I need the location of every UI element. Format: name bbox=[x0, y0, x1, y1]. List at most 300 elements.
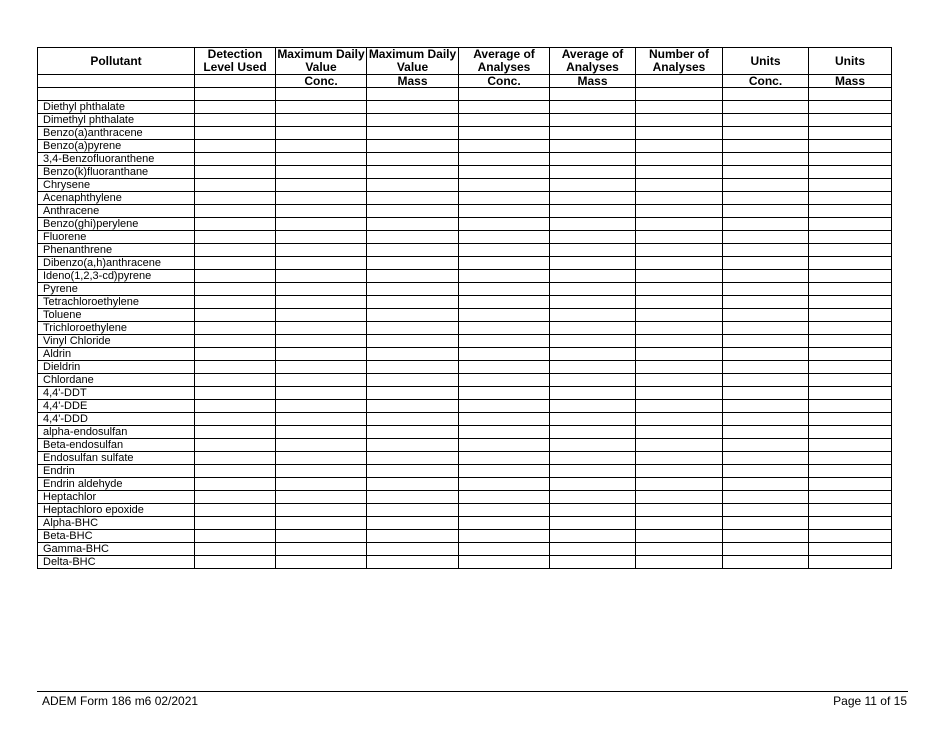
input-cell[interactable] bbox=[723, 556, 809, 569]
input-cell[interactable] bbox=[723, 322, 809, 335]
input-cell[interactable] bbox=[459, 179, 550, 192]
input-cell[interactable] bbox=[723, 413, 809, 426]
input-cell[interactable] bbox=[550, 400, 636, 413]
input-cell[interactable] bbox=[550, 556, 636, 569]
input-cell[interactable] bbox=[636, 205, 723, 218]
input-cell[interactable] bbox=[636, 192, 723, 205]
input-cell[interactable] bbox=[195, 478, 276, 491]
input-cell[interactable] bbox=[276, 127, 367, 140]
input-cell[interactable] bbox=[276, 205, 367, 218]
input-cell[interactable] bbox=[459, 166, 550, 179]
input-cell[interactable] bbox=[636, 439, 723, 452]
input-cell[interactable] bbox=[809, 426, 892, 439]
input-cell[interactable] bbox=[636, 491, 723, 504]
input-cell[interactable] bbox=[809, 361, 892, 374]
input-cell[interactable] bbox=[636, 114, 723, 127]
input-cell[interactable] bbox=[550, 491, 636, 504]
input-cell[interactable] bbox=[809, 257, 892, 270]
input-cell[interactable] bbox=[723, 231, 809, 244]
input-cell[interactable] bbox=[276, 400, 367, 413]
input-cell[interactable] bbox=[723, 192, 809, 205]
input-cell[interactable] bbox=[195, 361, 276, 374]
input-cell[interactable] bbox=[276, 283, 367, 296]
input-cell[interactable] bbox=[367, 413, 459, 426]
input-cell[interactable] bbox=[723, 426, 809, 439]
input-cell[interactable] bbox=[367, 491, 459, 504]
input-cell[interactable] bbox=[367, 231, 459, 244]
input-cell[interactable] bbox=[550, 465, 636, 478]
input-cell[interactable] bbox=[550, 413, 636, 426]
input-cell[interactable] bbox=[550, 257, 636, 270]
input-cell[interactable] bbox=[723, 504, 809, 517]
input-cell[interactable] bbox=[809, 88, 892, 101]
input-cell[interactable] bbox=[809, 101, 892, 114]
input-cell[interactable] bbox=[195, 231, 276, 244]
input-cell[interactable] bbox=[276, 413, 367, 426]
input-cell[interactable] bbox=[195, 491, 276, 504]
input-cell[interactable] bbox=[636, 335, 723, 348]
input-cell[interactable] bbox=[636, 270, 723, 283]
input-cell[interactable] bbox=[809, 400, 892, 413]
input-cell[interactable] bbox=[367, 179, 459, 192]
input-cell[interactable] bbox=[636, 88, 723, 101]
input-cell[interactable] bbox=[636, 426, 723, 439]
input-cell[interactable] bbox=[809, 153, 892, 166]
input-cell[interactable] bbox=[636, 153, 723, 166]
input-cell[interactable] bbox=[195, 543, 276, 556]
input-cell[interactable] bbox=[367, 400, 459, 413]
input-cell[interactable] bbox=[636, 387, 723, 400]
input-cell[interactable] bbox=[636, 179, 723, 192]
input-cell[interactable] bbox=[809, 296, 892, 309]
input-cell[interactable] bbox=[367, 257, 459, 270]
input-cell[interactable] bbox=[809, 335, 892, 348]
input-cell[interactable] bbox=[550, 88, 636, 101]
input-cell[interactable] bbox=[459, 153, 550, 166]
input-cell[interactable] bbox=[195, 101, 276, 114]
input-cell[interactable] bbox=[276, 491, 367, 504]
input-cell[interactable] bbox=[195, 114, 276, 127]
input-cell[interactable] bbox=[459, 218, 550, 231]
input-cell[interactable] bbox=[809, 309, 892, 322]
input-cell[interactable] bbox=[636, 309, 723, 322]
input-cell[interactable] bbox=[636, 348, 723, 361]
input-cell[interactable] bbox=[367, 348, 459, 361]
input-cell[interactable] bbox=[459, 205, 550, 218]
input-cell[interactable] bbox=[459, 296, 550, 309]
input-cell[interactable] bbox=[276, 244, 367, 257]
input-cell[interactable] bbox=[809, 270, 892, 283]
input-cell[interactable] bbox=[723, 88, 809, 101]
input-cell[interactable] bbox=[809, 348, 892, 361]
input-cell[interactable] bbox=[550, 283, 636, 296]
input-cell[interactable] bbox=[195, 530, 276, 543]
input-cell[interactable] bbox=[367, 543, 459, 556]
input-cell[interactable] bbox=[459, 114, 550, 127]
input-cell[interactable] bbox=[550, 101, 636, 114]
input-cell[interactable] bbox=[809, 192, 892, 205]
input-cell[interactable] bbox=[367, 244, 459, 257]
input-cell[interactable] bbox=[367, 387, 459, 400]
input-cell[interactable] bbox=[195, 556, 276, 569]
input-cell[interactable] bbox=[723, 218, 809, 231]
input-cell[interactable] bbox=[723, 400, 809, 413]
input-cell[interactable] bbox=[367, 218, 459, 231]
input-cell[interactable] bbox=[276, 439, 367, 452]
input-cell[interactable] bbox=[809, 387, 892, 400]
input-cell[interactable] bbox=[636, 452, 723, 465]
input-cell[interactable] bbox=[367, 556, 459, 569]
input-cell[interactable] bbox=[550, 335, 636, 348]
input-cell[interactable] bbox=[809, 465, 892, 478]
input-cell[interactable] bbox=[723, 465, 809, 478]
input-cell[interactable] bbox=[276, 114, 367, 127]
input-cell[interactable] bbox=[195, 270, 276, 283]
input-cell[interactable] bbox=[550, 322, 636, 335]
input-cell[interactable] bbox=[550, 179, 636, 192]
input-cell[interactable] bbox=[636, 413, 723, 426]
input-cell[interactable] bbox=[550, 140, 636, 153]
input-cell[interactable] bbox=[636, 127, 723, 140]
input-cell[interactable] bbox=[367, 270, 459, 283]
input-cell[interactable] bbox=[550, 270, 636, 283]
input-cell[interactable] bbox=[550, 478, 636, 491]
input-cell[interactable] bbox=[550, 114, 636, 127]
input-cell[interactable] bbox=[276, 140, 367, 153]
input-cell[interactable] bbox=[276, 543, 367, 556]
input-cell[interactable] bbox=[276, 387, 367, 400]
input-cell[interactable] bbox=[195, 166, 276, 179]
input-cell[interactable] bbox=[367, 335, 459, 348]
input-cell[interactable] bbox=[550, 192, 636, 205]
input-cell[interactable] bbox=[367, 361, 459, 374]
input-cell[interactable] bbox=[723, 530, 809, 543]
input-cell[interactable] bbox=[809, 283, 892, 296]
input-cell[interactable] bbox=[276, 88, 367, 101]
input-cell[interactable] bbox=[459, 439, 550, 452]
input-cell[interactable] bbox=[550, 166, 636, 179]
input-cell[interactable] bbox=[636, 322, 723, 335]
input-cell[interactable] bbox=[459, 543, 550, 556]
input-cell[interactable] bbox=[723, 517, 809, 530]
input-cell[interactable] bbox=[809, 218, 892, 231]
input-cell[interactable] bbox=[723, 387, 809, 400]
input-cell[interactable] bbox=[459, 556, 550, 569]
input-cell[interactable] bbox=[459, 257, 550, 270]
input-cell[interactable] bbox=[809, 114, 892, 127]
input-cell[interactable] bbox=[723, 283, 809, 296]
input-cell[interactable] bbox=[195, 439, 276, 452]
input-cell[interactable] bbox=[459, 270, 550, 283]
input-cell[interactable] bbox=[276, 504, 367, 517]
input-cell[interactable] bbox=[459, 140, 550, 153]
input-cell[interactable] bbox=[276, 153, 367, 166]
input-cell[interactable] bbox=[636, 231, 723, 244]
input-cell[interactable] bbox=[459, 335, 550, 348]
input-cell[interactable] bbox=[367, 88, 459, 101]
input-cell[interactable] bbox=[276, 179, 367, 192]
input-cell[interactable] bbox=[636, 283, 723, 296]
input-cell[interactable] bbox=[38, 88, 195, 101]
input-cell[interactable] bbox=[636, 478, 723, 491]
input-cell[interactable] bbox=[550, 543, 636, 556]
input-cell[interactable] bbox=[809, 140, 892, 153]
input-cell[interactable] bbox=[276, 101, 367, 114]
input-cell[interactable] bbox=[367, 296, 459, 309]
input-cell[interactable] bbox=[195, 153, 276, 166]
input-cell[interactable] bbox=[550, 244, 636, 257]
input-cell[interactable] bbox=[636, 244, 723, 257]
input-cell[interactable] bbox=[195, 205, 276, 218]
input-cell[interactable] bbox=[723, 335, 809, 348]
input-cell[interactable] bbox=[723, 244, 809, 257]
input-cell[interactable] bbox=[276, 231, 367, 244]
input-cell[interactable] bbox=[195, 322, 276, 335]
input-cell[interactable] bbox=[550, 387, 636, 400]
input-cell[interactable] bbox=[723, 491, 809, 504]
input-cell[interactable] bbox=[550, 426, 636, 439]
input-cell[interactable] bbox=[550, 439, 636, 452]
input-cell[interactable] bbox=[636, 101, 723, 114]
input-cell[interactable] bbox=[723, 179, 809, 192]
input-cell[interactable] bbox=[459, 387, 550, 400]
input-cell[interactable] bbox=[195, 218, 276, 231]
input-cell[interactable] bbox=[723, 114, 809, 127]
input-cell[interactable] bbox=[809, 478, 892, 491]
input-cell[interactable] bbox=[367, 452, 459, 465]
input-cell[interactable] bbox=[550, 504, 636, 517]
input-cell[interactable] bbox=[459, 504, 550, 517]
input-cell[interactable] bbox=[723, 478, 809, 491]
input-cell[interactable] bbox=[195, 192, 276, 205]
input-cell[interactable] bbox=[636, 543, 723, 556]
input-cell[interactable] bbox=[276, 348, 367, 361]
input-cell[interactable] bbox=[459, 283, 550, 296]
input-cell[interactable] bbox=[809, 556, 892, 569]
input-cell[interactable] bbox=[809, 205, 892, 218]
input-cell[interactable] bbox=[459, 465, 550, 478]
input-cell[interactable] bbox=[367, 153, 459, 166]
input-cell[interactable] bbox=[550, 309, 636, 322]
input-cell[interactable] bbox=[367, 439, 459, 452]
input-cell[interactable] bbox=[195, 244, 276, 257]
input-cell[interactable] bbox=[459, 413, 550, 426]
input-cell[interactable] bbox=[367, 465, 459, 478]
input-cell[interactable] bbox=[459, 322, 550, 335]
input-cell[interactable] bbox=[636, 400, 723, 413]
input-cell[interactable] bbox=[550, 374, 636, 387]
input-cell[interactable] bbox=[367, 322, 459, 335]
input-cell[interactable] bbox=[459, 452, 550, 465]
input-cell[interactable] bbox=[195, 88, 276, 101]
input-cell[interactable] bbox=[276, 192, 367, 205]
input-cell[interactable] bbox=[195, 348, 276, 361]
input-cell[interactable] bbox=[459, 127, 550, 140]
input-cell[interactable] bbox=[276, 166, 367, 179]
input-cell[interactable] bbox=[636, 296, 723, 309]
input-cell[interactable] bbox=[809, 504, 892, 517]
input-cell[interactable] bbox=[367, 374, 459, 387]
input-cell[interactable] bbox=[195, 127, 276, 140]
input-cell[interactable] bbox=[367, 114, 459, 127]
input-cell[interactable] bbox=[550, 218, 636, 231]
input-cell[interactable] bbox=[809, 127, 892, 140]
input-cell[interactable] bbox=[276, 530, 367, 543]
input-cell[interactable] bbox=[367, 205, 459, 218]
input-cell[interactable] bbox=[636, 361, 723, 374]
input-cell[interactable] bbox=[195, 140, 276, 153]
input-cell[interactable] bbox=[636, 257, 723, 270]
table-row bbox=[38, 504, 892, 517]
input-cell[interactable] bbox=[723, 257, 809, 270]
input-cell[interactable] bbox=[723, 309, 809, 322]
input-cell[interactable] bbox=[276, 426, 367, 439]
input-cell[interactable] bbox=[459, 530, 550, 543]
input-cell[interactable] bbox=[459, 192, 550, 205]
input-cell[interactable] bbox=[367, 166, 459, 179]
pollutant-name: Anthracene bbox=[38, 205, 195, 218]
input-cell[interactable] bbox=[809, 543, 892, 556]
input-cell[interactable] bbox=[195, 309, 276, 322]
input-cell[interactable] bbox=[809, 517, 892, 530]
input-cell[interactable] bbox=[195, 400, 276, 413]
input-cell[interactable] bbox=[636, 556, 723, 569]
input-cell[interactable] bbox=[550, 348, 636, 361]
input-cell[interactable] bbox=[723, 452, 809, 465]
input-cell[interactable] bbox=[459, 517, 550, 530]
input-cell[interactable] bbox=[809, 439, 892, 452]
input-cell[interactable] bbox=[636, 504, 723, 517]
input-cell[interactable] bbox=[367, 140, 459, 153]
input-cell[interactable] bbox=[195, 504, 276, 517]
input-cell[interactable] bbox=[276, 322, 367, 335]
input-cell[interactable] bbox=[809, 166, 892, 179]
input-cell[interactable] bbox=[636, 530, 723, 543]
input-cell[interactable] bbox=[367, 478, 459, 491]
input-cell[interactable] bbox=[636, 218, 723, 231]
input-cell[interactable] bbox=[367, 309, 459, 322]
input-cell[interactable] bbox=[276, 556, 367, 569]
input-cell[interactable] bbox=[550, 530, 636, 543]
input-cell[interactable] bbox=[809, 244, 892, 257]
input-cell[interactable] bbox=[459, 491, 550, 504]
input-cell[interactable] bbox=[459, 426, 550, 439]
input-cell[interactable] bbox=[276, 465, 367, 478]
input-cell[interactable] bbox=[195, 465, 276, 478]
input-cell[interactable] bbox=[276, 309, 367, 322]
input-cell[interactable] bbox=[636, 517, 723, 530]
input-cell[interactable] bbox=[459, 88, 550, 101]
input-cell[interactable] bbox=[276, 517, 367, 530]
input-cell[interactable] bbox=[367, 517, 459, 530]
input-cell[interactable] bbox=[723, 270, 809, 283]
input-cell[interactable] bbox=[550, 452, 636, 465]
input-cell[interactable] bbox=[809, 322, 892, 335]
input-cell[interactable] bbox=[195, 296, 276, 309]
input-cell[interactable] bbox=[195, 426, 276, 439]
input-cell[interactable] bbox=[459, 478, 550, 491]
input-cell[interactable] bbox=[459, 231, 550, 244]
input-cell[interactable] bbox=[367, 504, 459, 517]
input-cell[interactable] bbox=[276, 361, 367, 374]
input-cell[interactable] bbox=[276, 270, 367, 283]
input-cell[interactable] bbox=[367, 426, 459, 439]
input-cell[interactable] bbox=[723, 127, 809, 140]
input-cell[interactable] bbox=[550, 296, 636, 309]
input-cell[interactable] bbox=[723, 361, 809, 374]
input-cell[interactable] bbox=[195, 335, 276, 348]
input-cell[interactable] bbox=[723, 153, 809, 166]
input-cell[interactable] bbox=[195, 517, 276, 530]
input-cell[interactable] bbox=[636, 166, 723, 179]
input-cell[interactable] bbox=[636, 140, 723, 153]
input-cell[interactable] bbox=[276, 296, 367, 309]
input-cell[interactable] bbox=[809, 491, 892, 504]
input-cell[interactable] bbox=[459, 361, 550, 374]
input-cell[interactable] bbox=[636, 374, 723, 387]
input-cell[interactable] bbox=[195, 283, 276, 296]
input-cell[interactable] bbox=[809, 179, 892, 192]
input-cell[interactable] bbox=[367, 101, 459, 114]
input-cell[interactable] bbox=[367, 127, 459, 140]
input-cell[interactable] bbox=[459, 400, 550, 413]
input-cell[interactable] bbox=[723, 101, 809, 114]
input-cell[interactable] bbox=[276, 374, 367, 387]
input-cell[interactable] bbox=[723, 543, 809, 556]
input-cell[interactable] bbox=[276, 218, 367, 231]
input-cell[interactable] bbox=[195, 179, 276, 192]
table-row bbox=[38, 374, 892, 387]
input-cell[interactable] bbox=[550, 153, 636, 166]
input-cell[interactable] bbox=[195, 387, 276, 400]
input-cell[interactable] bbox=[809, 231, 892, 244]
input-cell[interactable] bbox=[723, 348, 809, 361]
input-cell[interactable] bbox=[276, 478, 367, 491]
input-cell[interactable] bbox=[723, 439, 809, 452]
input-cell[interactable] bbox=[276, 335, 367, 348]
input-cell[interactable] bbox=[550, 517, 636, 530]
input-cell[interactable] bbox=[459, 101, 550, 114]
input-cell[interactable] bbox=[367, 283, 459, 296]
input-cell[interactable] bbox=[723, 166, 809, 179]
input-cell[interactable] bbox=[367, 530, 459, 543]
input-cell[interactable] bbox=[195, 452, 276, 465]
input-cell[interactable] bbox=[723, 296, 809, 309]
input-cell[interactable] bbox=[367, 192, 459, 205]
input-cell[interactable] bbox=[809, 374, 892, 387]
input-cell[interactable] bbox=[195, 257, 276, 270]
input-cell[interactable] bbox=[636, 465, 723, 478]
input-cell[interactable] bbox=[550, 361, 636, 374]
input-cell[interactable] bbox=[276, 257, 367, 270]
input-cell[interactable] bbox=[459, 348, 550, 361]
input-cell[interactable] bbox=[195, 374, 276, 387]
input-cell[interactable] bbox=[723, 205, 809, 218]
input-cell[interactable] bbox=[550, 231, 636, 244]
input-cell[interactable] bbox=[550, 127, 636, 140]
input-cell[interactable] bbox=[723, 140, 809, 153]
input-cell[interactable] bbox=[459, 309, 550, 322]
input-cell[interactable] bbox=[809, 413, 892, 426]
input-cell[interactable] bbox=[195, 413, 276, 426]
input-cell[interactable] bbox=[809, 452, 892, 465]
input-cell[interactable] bbox=[459, 374, 550, 387]
input-cell[interactable] bbox=[809, 530, 892, 543]
input-cell[interactable] bbox=[459, 244, 550, 257]
input-cell[interactable] bbox=[276, 452, 367, 465]
input-cell[interactable] bbox=[723, 374, 809, 387]
input-cell[interactable] bbox=[550, 205, 636, 218]
